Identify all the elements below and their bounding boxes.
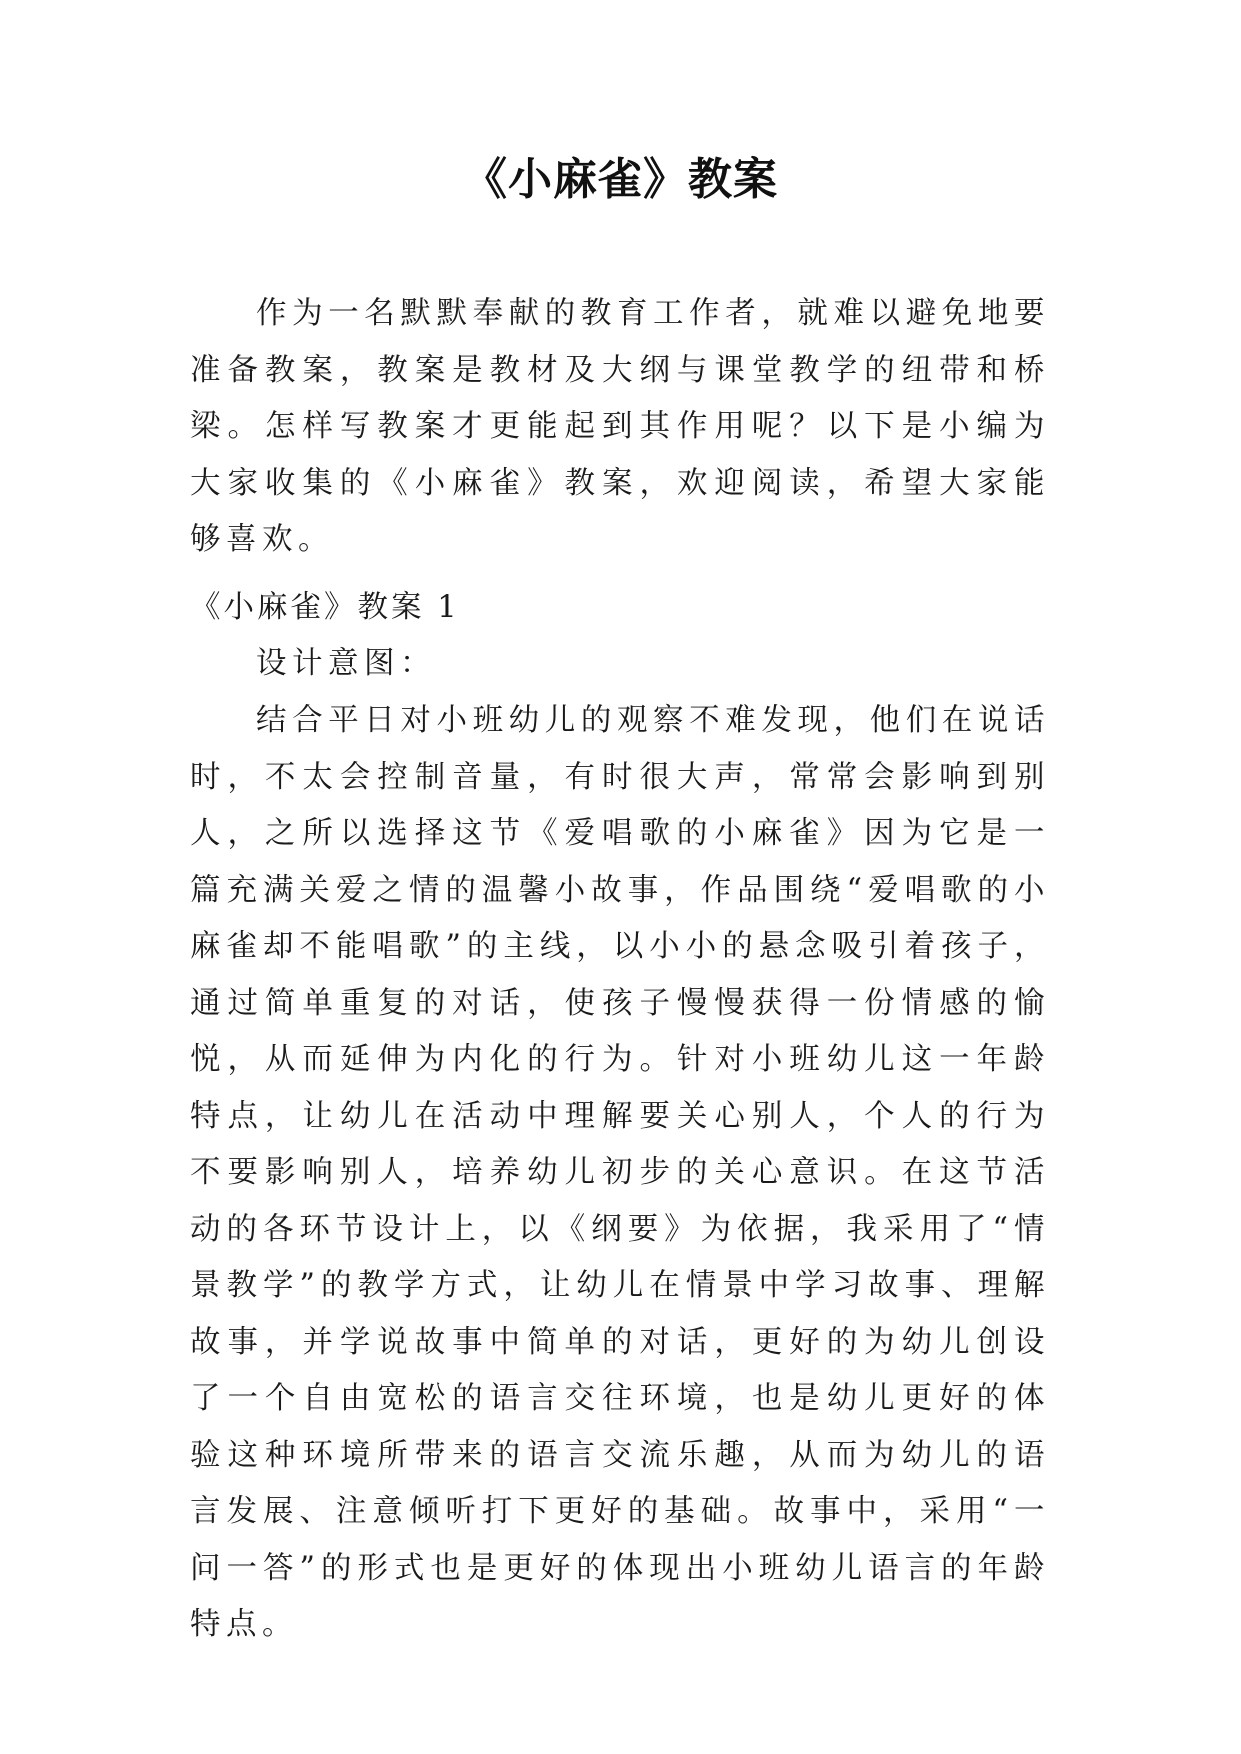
section-heading: 《小麻雀》教案 1: [190, 590, 460, 625]
design-intent-paragraph: 结合平日对小班幼儿的观察不难发现，他们在说话时，不太会控制音量，有时很大声，常常会影响到别人，之所以选择这节《爱唱歌的小麻雀》因为它是一篇充满关爱之情的温馨小故事，作品围绕“爱唱歌的小麻雀却不能唱歌”的主线，以小小的悬念吸引着孩子，通过简单重复的对话，使孩子慢慢获得一份情感的愉悦，从而延伸为内化的行为。针对小班幼儿这一年龄特点，让幼儿在活动中理解要关心别人，个人的行为不要影响别人，培养幼儿初步的关心意识。在这节活动的各环节设计上，以《纲要》为依据，我采用了“情景教学”的教学方式，让幼儿在情景中学习故事、理解故事，并学说故事中简单的对话，更好的为幼儿创设了一个自由宽松的语言交往环境，也是幼儿更好的体验这种环境所带来的语言交流乐趣，从而为幼儿的语言发展、注意倾听打下更好的基础。故事中，采用“一问一答”的形式也是更好的体现出小班幼儿语言的年龄特点。: [190, 703, 1050, 1642]
design-intent-heading: 设计意图：: [256, 646, 436, 681]
document-title: 《小麻雀》教案: [463, 154, 778, 205]
intro-paragraph: 作为一名默默奉献的教育工作者，就难以避免地要准备教案，教案是教材及大纲与课堂教学的纽带和桥梁。怎样写教案才更能起到其作用呢？以下是小编为大家收集的《小麻雀》教案，欢迎阅读，希望大家能够喜欢。: [190, 296, 1050, 557]
